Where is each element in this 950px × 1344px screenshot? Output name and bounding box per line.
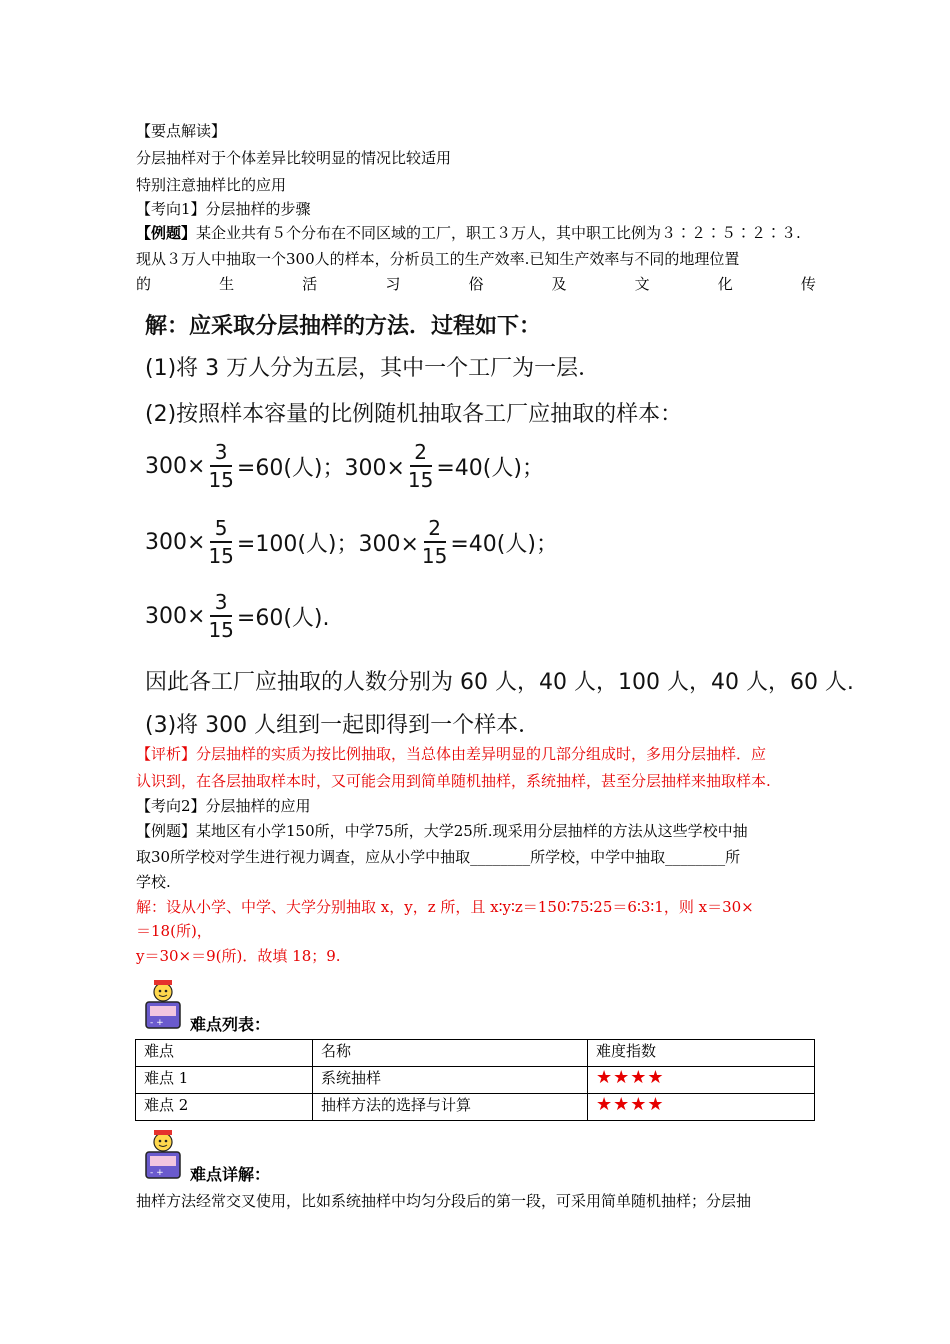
numerator: 2 bbox=[428, 516, 442, 540]
numerator: 3 bbox=[214, 590, 228, 614]
comment-line1: 【评析】分层抽样的实质为按比例抽取，当总体由差异明显的几部分组成时，多用分层抽样．应 bbox=[136, 745, 767, 763]
equation-3 bbox=[145, 591, 329, 641]
example2-line2: 取30所学校对学生进行视力调查，应从小学中抽取________所学校，中学中抽取________所 bbox=[136, 848, 741, 866]
eq-text: =100(人)；300× bbox=[236, 531, 419, 557]
char: 习 bbox=[385, 275, 401, 293]
table-row bbox=[136, 1067, 815, 1094]
char: 传 bbox=[800, 275, 816, 293]
solution-line3: (2)按照样本容量的比例随机抽取各工厂应抽取的样本： bbox=[145, 402, 683, 427]
header-cell: 难度指数 bbox=[588, 1040, 815, 1067]
table-cell: 难点 2 bbox=[136, 1094, 313, 1121]
denominator: 15 bbox=[208, 618, 234, 642]
numerator: 5 bbox=[214, 516, 228, 540]
study-character-icon bbox=[140, 978, 186, 1030]
difficulty-detail-line1: 抽样方法经常交叉使用，比如系统抽样中均匀分段后的第一段，可采用简单随机抽样；分层抽 bbox=[136, 1192, 752, 1210]
header-cell: 难点 bbox=[136, 1040, 313, 1067]
equation-1 bbox=[145, 441, 544, 491]
difficulty-stars: ★★★★ bbox=[588, 1067, 815, 1094]
denominator: 15 bbox=[407, 468, 434, 492]
difficulty-table bbox=[135, 1039, 815, 1121]
denominator: 15 bbox=[208, 544, 234, 568]
solution-line5: (3)将 300 人组到一起即得到一个样本． bbox=[145, 713, 541, 738]
intro-title: 【要点解读】 bbox=[136, 122, 227, 140]
char: 活 bbox=[302, 275, 318, 293]
eq-text: 300× bbox=[145, 603, 206, 629]
char: 俗 bbox=[468, 275, 484, 293]
comment-line2: 认识到，在各层抽取样本时，又可能会用到简单随机抽样，系统抽样，甚至分层抽样来抽取样本. bbox=[136, 772, 771, 790]
char: 文 bbox=[634, 275, 650, 293]
example2-line3: 学校. bbox=[136, 873, 171, 891]
fraction-bar bbox=[410, 465, 432, 467]
fraction bbox=[208, 591, 233, 641]
fraction-bar bbox=[210, 465, 232, 467]
header-cell: 名称 bbox=[313, 1040, 588, 1067]
numerator: 3 bbox=[214, 440, 228, 464]
table-cell: 系统抽样 bbox=[313, 1067, 588, 1094]
fraction-bar bbox=[210, 541, 232, 543]
table-cell: 难点 1 bbox=[136, 1067, 313, 1094]
denominator: 15 bbox=[208, 468, 234, 492]
eq-text: 300× bbox=[145, 453, 206, 479]
svg-text:- +: - + bbox=[150, 1168, 164, 1178]
section1-title: 【考向1】分层抽样的步骤 bbox=[136, 200, 311, 218]
answer-line2: ＝18(所)， bbox=[136, 922, 212, 940]
eq-text: =40(人)； bbox=[436, 455, 544, 481]
example-label: 【例题】 bbox=[136, 224, 197, 242]
solution-line2: (1)将 3 万人分为五层，其中一个工厂为一层． bbox=[145, 356, 601, 381]
example2-line1: 【例题】某地区有小学150所，中学75所，大学25所.现采用分层抽样的方法从这些学校中抽 bbox=[136, 822, 748, 840]
char: 的 bbox=[136, 275, 152, 293]
denominator: 15 bbox=[421, 544, 448, 568]
fraction bbox=[208, 441, 233, 491]
eq-text: =60(人). bbox=[236, 605, 330, 631]
eq-text: =60(人)；300× bbox=[236, 455, 405, 481]
eq-text: =40(人)； bbox=[450, 531, 558, 557]
answer-line1: 解：设从小学、中学、大学分别抽取 x，y，z 所，且 x∶y∶z＝150∶75∶25＝6∶3∶1，则 x＝30× bbox=[136, 898, 754, 916]
table-cell: 抽样方法的选择与计算 bbox=[313, 1094, 588, 1121]
table-row bbox=[136, 1094, 815, 1121]
study-character-icon bbox=[140, 1128, 186, 1180]
char: 及 bbox=[551, 275, 567, 293]
fraction bbox=[422, 517, 447, 567]
eq-text: 300× bbox=[145, 529, 206, 555]
equation-2 bbox=[145, 517, 558, 567]
fraction-bar bbox=[424, 541, 446, 543]
table-header-row bbox=[136, 1040, 815, 1067]
section2-title: 【考向2】分层抽样的应用 bbox=[136, 797, 311, 815]
char: 化 bbox=[717, 275, 733, 293]
example1-line3 bbox=[136, 273, 816, 295]
intro-line1: 分层抽样对于个体差异比较明显的情况比较适用 bbox=[136, 149, 452, 167]
fraction bbox=[208, 517, 233, 567]
example1-line2: 现从３万人中抽取一个300人的样本，分析员工的生产效率.已知生产效率与不同的地理位置 bbox=[136, 250, 740, 268]
example1-line1 bbox=[136, 222, 801, 244]
numerator: 2 bbox=[414, 440, 428, 464]
svg-text:- +: - + bbox=[150, 1018, 164, 1028]
char: 生 bbox=[219, 275, 235, 293]
solution-line4: 因此各工厂应抽取的人数分别为 60 人，40 人，100 人，40 人，60 人. bbox=[145, 670, 854, 695]
intro-line2: 特别注意抽样比的应用 bbox=[136, 176, 287, 194]
fraction-bar bbox=[210, 615, 232, 617]
difficulty-stars: ★★★★ bbox=[588, 1094, 815, 1121]
answer-line3: y＝30×＝9(所)．故填 18；9. bbox=[136, 947, 341, 965]
difficulty-list-heading: 难点列表： bbox=[190, 1015, 271, 1034]
solution-line1: 解：应采取分层抽样的方法．过程如下： bbox=[145, 314, 542, 339]
example1-text1: 某企业共有５个分布在不同区域的工厂，职工３万人，其中职工比例为３∶２∶５∶２∶３. bbox=[196, 224, 801, 242]
difficulty-detail-heading: 难点详解： bbox=[190, 1165, 271, 1184]
fraction bbox=[408, 441, 433, 491]
